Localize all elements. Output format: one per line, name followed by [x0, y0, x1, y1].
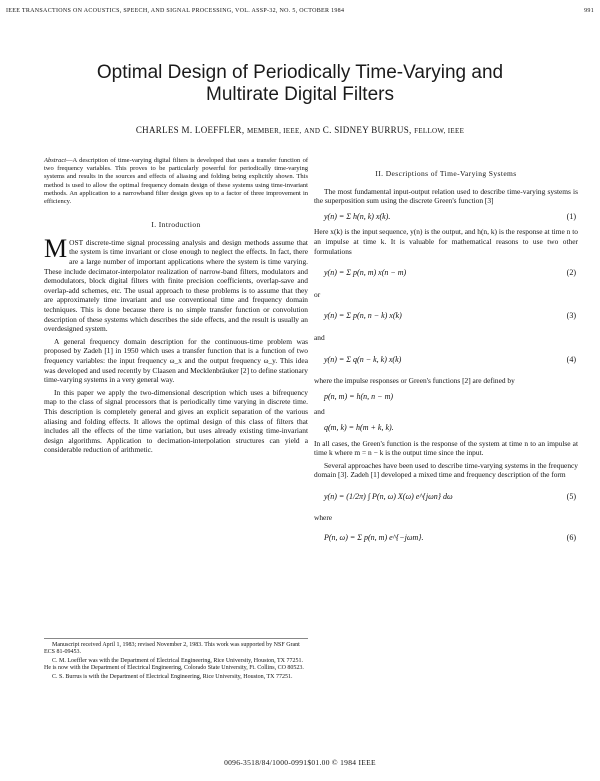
equation-2-number: (2) [566, 268, 576, 278]
copyright-line: 0096-3518/84/1000-0991$01.00 © 1984 IEEE [224, 758, 376, 767]
right-column [314, 157, 578, 553]
equation-3-expr: y(n) = Σ p(n, n − k) x(k) [324, 311, 402, 321]
equation-3 [314, 311, 578, 321]
author-1: CHARLES M. LOEFFLER, [135, 125, 245, 135]
or-label: or [314, 289, 321, 299]
equation-4 [314, 355, 578, 365]
section-1-para-2: A general frequency domain description for the continuous-time problem was proposed by Zadeh [1] in 1950 which uses a transfer function that is a function of two frequency variables: the input frequency ω_x and the output frequency ω_y. This idea was developed and used recently by Claasen and Mecklenbräuker [2] to define stationary time-varying systems in a very general way. [44, 336, 308, 385]
footnote-2: C. M. Loeffler was with the Department of Electrical Engineering, Rice University, Houston, TX 77251. He is now with the Department of Electrical Engineering, Colorado State University, Ft. Collins, CO 80523. [44, 657, 304, 672]
definition-2 [314, 423, 578, 433]
section-1-para-1 [44, 233, 308, 334]
abstract [44, 157, 308, 206]
drop-cap: M [44, 233, 68, 263]
author-2: C. SIDNEY BURRUS, [322, 125, 412, 135]
journal-header: IEEE TRANSACTIONS ON ACOUSTICS, SPEECH, AND SIGNAL PROCESSING, VOL. ASSP-32, NO. 5, OCTOBER 1984 [6, 8, 345, 14]
section-1-para-1-text: OST discrete-time signal processing analysis and design methods assume that the system is time invariant or close enough to neglect the effects. In fact, there are a large number of important applications where the system is time varying. These include decimator-interpolator realization of narrow-band filters, modulators and demodulators, block digital filters with finite precision coefficients, overlap-save and overlap-add schemes, etc. The usual approach to these problems is to assume that they are approximately time invariant and use conventional time and frequency domain techniques. This is done because there is no simple transfer function or convolution description of these systems which describes the side effects, and the result is usually an overdesigned system. [44, 237, 308, 334]
equation-2 [314, 268, 578, 278]
equation-5 [314, 492, 578, 502]
left-column [44, 157, 308, 458]
title-line-1: Optimal Design of Periodically Time-Varying and [96, 62, 504, 83]
footnote [44, 638, 308, 682]
equation-1-expr: y(n) = Σ h(n, k) x(k). [324, 211, 391, 221]
equation-1 [314, 212, 578, 222]
running-header [6, 8, 594, 14]
author-and: AND [304, 127, 321, 135]
section-2-para-2: Here x(k) is the input sequence, y(n) is the output, and h(n, k) is the response at time n to an impulse at time k. It is valuable for mathematical reasons to use two other formulations [314, 227, 578, 256]
section-2-para-3: where the impulse responses or Green's functions [2] are defined by [314, 376, 515, 386]
equation-2-expr: y(n) = Σ p(n, m) x(n − m) [324, 268, 407, 278]
footnote-3: C. S. Burrus is with the Department of Electrical Engineering, Rice University, Houston, TX 77251. [52, 673, 293, 680]
section-2-heading: II. Descriptions of Time-Varying Systems [375, 169, 517, 178]
abstract-label: Abstract [44, 157, 67, 164]
equation-4-number: (4) [566, 354, 576, 364]
section-2-para-5: Several approaches have been used to describe time-varying systems in the frequency domain [3]. Zadeh [1] developed a mixed time and frequency description of the form [314, 460, 578, 480]
section-1-heading: I. Introduction [151, 220, 201, 230]
title-line-2: Multirate Digital Filters [206, 84, 394, 105]
where-label: where [314, 513, 333, 523]
and-label: and [314, 332, 325, 342]
author-line [30, 125, 570, 135]
page-number: 991 [584, 8, 594, 14]
abstract-text: —A description of time-varying digital filters is developed that uses a transfer function of two frequency variables. This proves to be particularly powerful for periodically time-varying systems and results in the sources and effects of aliasing and folding being explicitly shown. This method is used to allow the optimal frequency domain design of these systems using time-invariant methods. An application to a narrowband filter design gives up to a factor of three improvement in efficiency. [44, 157, 308, 206]
equation-6 [314, 533, 578, 543]
equation-5-number: (5) [566, 491, 576, 501]
footnote-1: Manuscript received April 1, 1983; revised November 2, 1983. This work was supported by NSF Grant ECS 81-09453. [44, 642, 300, 656]
section-1-para-3: In this paper we apply the two-dimensional description which uses a bifrequency map to the class of signal processors that is periodically time varying in discrete time. This description is completely general and gives an explicit separation of the various aliasing and folding effects. It allows the optimal design of this class of filters that includes all the effects of the time variation, but uses already existing time-invariant design algorithms. Application to decimation-interpolation structures can yield a considerable reduction of arithmetic. [44, 387, 308, 455]
equation-3-number: (3) [566, 311, 576, 321]
equation-6-number: (6) [566, 533, 576, 543]
equation-1-number: (1) [566, 211, 576, 221]
equation-5-expr: y(n) = (1/2π) ∫ P(n, ω) X(ω) e^{jωn} dω [324, 491, 453, 501]
equation-6-expr: P(n, ω) = Σ p(n, m) e^{−jωm}. [324, 533, 424, 543]
definition-2-expr: q(m, k) = h(m + k, k). [324, 422, 394, 432]
section-2-para-4: In all cases, the Green's function is the response of the system at time n to an impulse at time k where m = n − k is the output time since the input. [314, 438, 578, 458]
paper-title [30, 62, 570, 106]
definition-1-expr: p(n, m) = h(n, n − m) [324, 391, 394, 401]
author-1-role: MEMBER, IEEE, [246, 127, 302, 135]
section-2-para-1: The most fundamental input-output relation used to describe time-varying systems is the superposition sum using the discrete Green's function [3] [314, 186, 578, 206]
definition-1 [314, 392, 578, 402]
and-label-2: and [314, 407, 325, 417]
author-2-role: FELLOW, IEEE [414, 127, 465, 135]
equation-4-expr: y(n) = Σ q(n − k, k) x(k) [324, 354, 402, 364]
